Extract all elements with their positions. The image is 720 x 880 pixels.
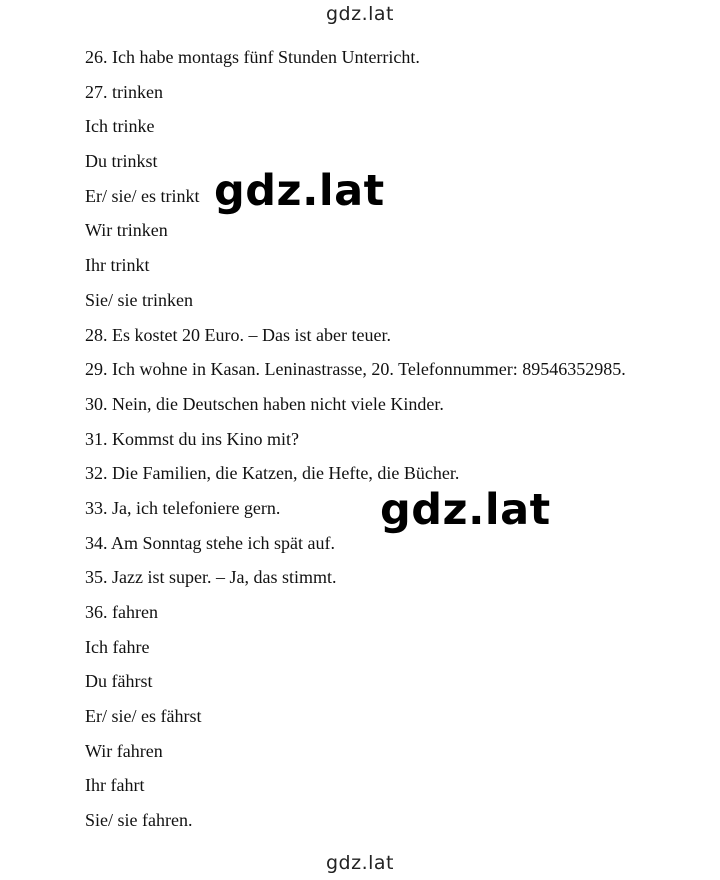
answer-line: 31. Kommst du ins Kino mit?: [85, 428, 300, 449]
answer-line: 32. Die Familien, die Katzen, die Hefte, die Bücher.: [85, 463, 460, 484]
answer-line: 30. Nein, die Deutschen haben nicht viele Kinder.: [85, 393, 444, 414]
answer-line: Du trinkst: [85, 151, 158, 172]
answer-line: Er/ sie/ es trinkt: [85, 185, 200, 206]
answer-line: Ich fahre: [85, 636, 150, 657]
watermark: gdz.lat: [380, 485, 551, 535]
answer-line: Ich trinke: [85, 116, 155, 137]
answer-line: 33. Ja, ich telefoniere gern.: [85, 497, 281, 518]
answer-line: 28. Es kostet 20 Euro. – Das ist aber teuer.: [85, 324, 391, 345]
answer-line: Sie/ sie trinken: [85, 289, 193, 310]
answer-line: Wir fahren: [85, 740, 163, 761]
watermark: gdz.lat: [214, 166, 385, 216]
answer-line: 29. Ich wohne in Kasan. Leninastrasse, 20. Telefonnummer: 89546352985.: [85, 359, 626, 380]
answer-line: Ihr fahrt: [85, 775, 145, 796]
answer-line: Sie/ sie fahren.: [85, 810, 193, 831]
answer-list: [85, 40, 705, 838]
answer-line: Du fährst: [85, 671, 153, 692]
footer-site-label: gdz.lat: [325, 852, 394, 874]
answer-line: 36. fahren: [85, 602, 158, 622]
answer-line: 34. Am Sonntag stehe ich spät auf.: [85, 532, 335, 553]
answer-line: 26. Ich habe montags fünf Stunden Unterricht.: [85, 47, 420, 67]
answer-line: 27. trinken: [85, 81, 163, 102]
answer-line: Wir trinken: [85, 220, 168, 241]
answer-line: Er/ sie/ es fährst: [85, 706, 202, 727]
answer-line: Ihr trinkt: [85, 255, 150, 276]
answer-line: 35. Jazz ist super. – Ja, das stimmt.: [85, 567, 337, 588]
header-site-label: gdz.lat: [325, 3, 394, 25]
